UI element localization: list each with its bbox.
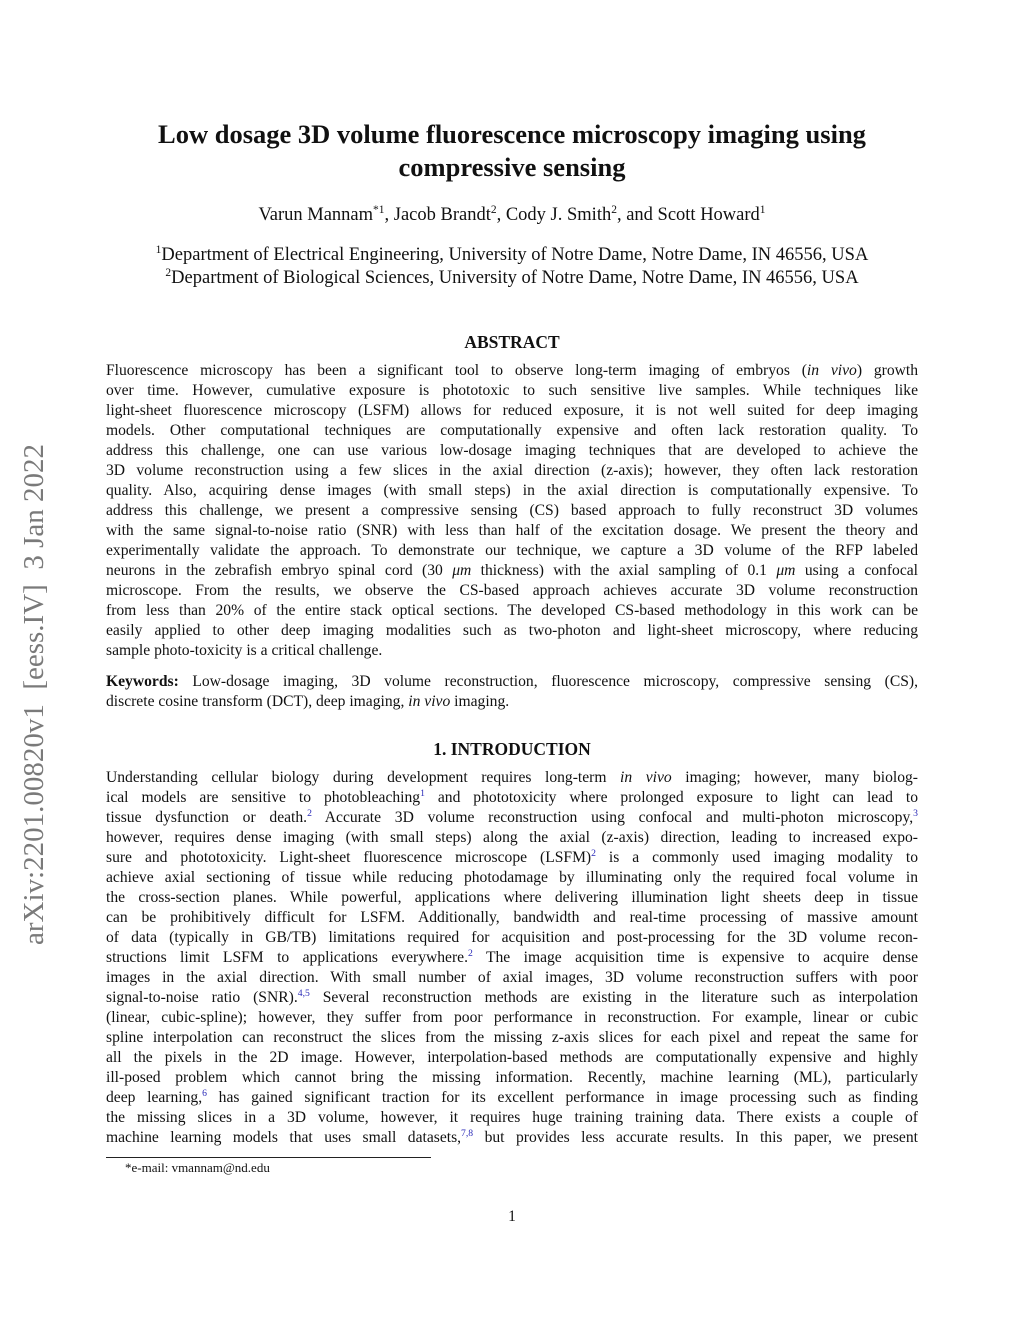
text-line xyxy=(106,988,918,1008)
text-line xyxy=(106,768,918,788)
text-segment: Varun Mannam xyxy=(258,205,374,225)
citation-superscript[interactable]: 2 xyxy=(307,808,312,820)
bold-label: Keywords: xyxy=(106,673,179,690)
text-segment: over time. However, cumulative exposure is phototoxic to such sensitive live samples. While techniques like xyxy=(106,382,918,399)
citation-superscript[interactable]: 1 xyxy=(420,788,425,800)
text-segment: sure and phototoxicity. Light-sheet fluorescence microscope (LSFM) xyxy=(106,849,592,866)
citation-superscript: 1 xyxy=(155,244,162,257)
text-line xyxy=(106,601,918,621)
text-segment: is a commonly used imaging modality to xyxy=(595,849,918,866)
text-line xyxy=(106,1128,918,1148)
text-segment: the missing slices in a 3D volume, however, it requires huge training training data. There exists a couple of xyxy=(106,1109,918,1126)
text-segment: spline interpolation can reconstruct the slices from the missing z-axis slices for each pixel and repeat the same for xyxy=(106,1029,918,1046)
abstract-body xyxy=(106,361,918,661)
text-segment: address this challenge, one can use various low-dosage imaging techniques that are developed to achieve the xyxy=(106,442,918,459)
abstract-heading: ABSTRACT xyxy=(464,332,560,352)
title-line: Low dosage 3D volume fluorescence microscopy imaging using xyxy=(158,119,866,149)
text-segment: (linear, cubic-spline); however, they suffer from poor performance in reconstruction. For example, linear or cubic xyxy=(106,1009,918,1026)
text-line xyxy=(106,621,918,641)
author-list xyxy=(80,205,944,226)
text-line xyxy=(106,948,918,968)
italic-text: in vivo xyxy=(408,693,451,710)
text-segment: sample photo-toxicity is a critical challenge. xyxy=(106,642,383,659)
text-segment: Fluorescence microscopy has been a significant tool to observe long-term imaging of embryos ( xyxy=(106,362,807,379)
title-line: compressive sensing xyxy=(398,152,626,182)
text-segment: signal-to-noise ratio (SNR). xyxy=(106,989,298,1006)
text-line xyxy=(106,641,918,661)
text-line xyxy=(106,421,918,441)
italic-text: μm xyxy=(452,562,472,579)
text-line xyxy=(106,908,918,928)
citation-superscript[interactable]: 2 xyxy=(468,948,473,960)
text-segment: microscope. From the results, we observe the CS-based approach achieves accurate 3D volume reconstruction xyxy=(106,582,918,599)
text-line xyxy=(106,1108,918,1128)
italic-text: μm xyxy=(776,562,796,579)
text-line xyxy=(106,481,918,501)
text-line xyxy=(106,521,918,541)
citation-superscript: *1 xyxy=(373,204,385,217)
page-number: 1 xyxy=(508,1208,516,1225)
text-segment: can be prohibitively difficult for LSFM. Additionally, bandwidth and real-time processing of massive amount xyxy=(106,909,918,926)
text-segment: discrete cosine transform (DCT), deep imaging, xyxy=(106,693,409,710)
text-segment: tissue dysfunction or death. xyxy=(106,809,308,826)
text-segment: all the pixels in the 2D image. However, interpolation-based methods are computationally expensive and highly xyxy=(106,1049,918,1066)
text-line xyxy=(106,848,918,868)
text-line xyxy=(106,672,918,692)
text-segment: address this challenge, we present a compressive sensing (CS) based approach to fully reconstruct 3D volumes xyxy=(106,502,918,519)
arxiv-identifier-sidebar: arXiv:2201.00820v1 [eess.IV] 3 Jan 2022 xyxy=(18,444,50,945)
text-segment: models. Other computational techniques are computationally expensive and often lack restoration quality. To xyxy=(106,422,918,439)
text-segment: structions limit LSFM to applications everywhere. xyxy=(106,949,468,966)
text-segment: Accurate 3D volume reconstruction using confocal and multi-photon microscopy, xyxy=(311,809,914,826)
text-line xyxy=(106,561,918,581)
text-line xyxy=(106,441,918,461)
text-line xyxy=(106,381,918,401)
text-segment: Department of Electrical Engineering, University of Notre Dame, Notre Dame, IN 46556, USA xyxy=(161,245,869,265)
text-segment: The image acquisition time is expensive to acquire dense xyxy=(472,949,919,966)
affiliation-2 xyxy=(80,268,944,289)
affiliation-1 xyxy=(80,245,944,266)
text-segment: thickness) with the axial sampling of 0.1 xyxy=(471,562,777,579)
text-line xyxy=(106,541,918,561)
text-segment: experimentally validate the approach. To demonstrate our technique, we capture a 3D volume of the RFP labeled xyxy=(106,542,918,559)
citation-superscript[interactable]: 3 xyxy=(913,808,918,820)
text-segment: achieve axial sectioning of tissue while reducing photodamage by illuminating only the required focal volume in xyxy=(106,869,918,886)
text-segment: quality. Also, acquiring dense images (with small steps) in the axial direction is computationally expensive. To xyxy=(106,482,918,499)
text-line xyxy=(106,401,918,421)
footnote-rule xyxy=(106,1157,431,1158)
footnote-email: *e-mail: vmannam@nd.edu xyxy=(125,1160,270,1175)
text-line xyxy=(106,1048,918,1068)
text-segment: ) growth xyxy=(856,362,919,379)
text-segment: ill-posed problem which cannot bring the missing information. Recently, machine learning (ML), particularly xyxy=(106,1069,918,1086)
introduction-body xyxy=(106,768,918,1148)
paper-title xyxy=(80,118,944,184)
citation-superscript[interactable]: 4,5 xyxy=(297,988,310,1000)
text-segment: however, requires dense imaging (with small steps) along the axial (z-axis) direction, leading to increased expo- xyxy=(106,829,918,846)
italic-text: in vivo xyxy=(806,362,857,379)
text-line xyxy=(106,461,918,481)
text-line xyxy=(106,1068,918,1088)
text-segment: easily applied to other deep imaging modalities such as two-photon and light-sheet microscopy, where reducing xyxy=(106,622,918,639)
text-segment: ical models are sensitive to photobleaching xyxy=(106,789,421,806)
text-line xyxy=(106,788,918,808)
text-segment: of data (typically in GB/TB) limitations required for acquisition and post-processing for the 3D volume recon- xyxy=(106,929,918,946)
text-line xyxy=(106,1088,918,1108)
text-segment: 3D volume reconstruction using a few slices in the axial direction (z-axis); however, they often lack restoration xyxy=(106,462,918,479)
text-line xyxy=(106,1028,918,1048)
text-line xyxy=(106,928,918,948)
citation-superscript[interactable]: 2 xyxy=(591,848,596,860)
text-segment: has gained significant traction for its excellent performance in image processing such as finding xyxy=(206,1089,918,1106)
text-segment: but provides less accurate results. In this paper, we present xyxy=(473,1129,918,1146)
text-segment: Several reconstruction methods are existing in the literature such as interpolation xyxy=(309,989,919,1006)
text-line xyxy=(106,888,918,908)
text-line xyxy=(106,808,918,828)
citation-superscript: 2 xyxy=(611,204,617,217)
text-segment: using a confocal xyxy=(795,562,919,579)
text-segment: Low-dosage imaging, 3D volume reconstruction, fluorescence microscopy, compressive sensing (CS), xyxy=(178,673,918,690)
section-heading-introduction: 1. INTRODUCTION xyxy=(433,739,591,759)
text-segment: , Cody J. Smith xyxy=(496,205,612,225)
text-segment: deep learning, xyxy=(106,1089,203,1106)
text-line xyxy=(106,581,918,601)
keywords xyxy=(106,672,918,712)
text-segment: , Jacob Brandt xyxy=(384,205,491,225)
text-line xyxy=(106,868,918,888)
citation-superscript: 1 xyxy=(759,204,766,217)
text-segment: the cross-section planes. While powerful, applications where delivering illumination light sheets deep in tissue xyxy=(106,889,918,906)
text-segment: with the same signal-to-noise ratio (SNR) with less than half of the excitation dosage. We present the theory and xyxy=(106,522,918,539)
text-segment: , and Scott Howard xyxy=(616,205,760,225)
text-segment: machine learning models that uses small datasets, xyxy=(106,1129,462,1146)
text-segment: images in the axial direction. With small number of axial images, 3D volume reconstruction suffers with poor xyxy=(106,969,918,986)
text-line xyxy=(106,1008,918,1028)
text-segment: and phototoxicity where prolonged exposure to light can lead to xyxy=(424,789,918,806)
citation-superscript: 2 xyxy=(490,204,497,217)
text-segment: light-sheet fluorescence microscopy (LSFM) allows for reduced exposure, it is not well suited for deep imaging xyxy=(106,402,918,419)
citation-superscript[interactable]: 7,8 xyxy=(461,1128,474,1140)
italic-text: in vivo xyxy=(620,769,672,786)
text-segment: imaging; however, many biolog- xyxy=(671,769,918,786)
text-segment: Department of Biological Sciences, University of Notre Dame, Notre Dame, IN 46556, USA xyxy=(171,268,859,288)
text-segment: imaging. xyxy=(450,693,510,710)
text-line xyxy=(106,501,918,521)
text-segment: Understanding cellular biology during development requires long-term xyxy=(106,769,621,786)
text-line xyxy=(106,361,918,381)
citation-superscript[interactable]: 6 xyxy=(202,1088,207,1100)
text-line xyxy=(106,692,918,712)
text-segment: from less than 20% of the entire stack optical sections. The developed CS-based methodology in this work can be xyxy=(106,602,918,619)
citation-superscript: 2 xyxy=(165,267,172,280)
text-segment: neurons in the zebrafish embryo spinal cord (30 xyxy=(106,562,453,579)
text-line xyxy=(106,828,918,848)
text-line xyxy=(106,968,918,988)
